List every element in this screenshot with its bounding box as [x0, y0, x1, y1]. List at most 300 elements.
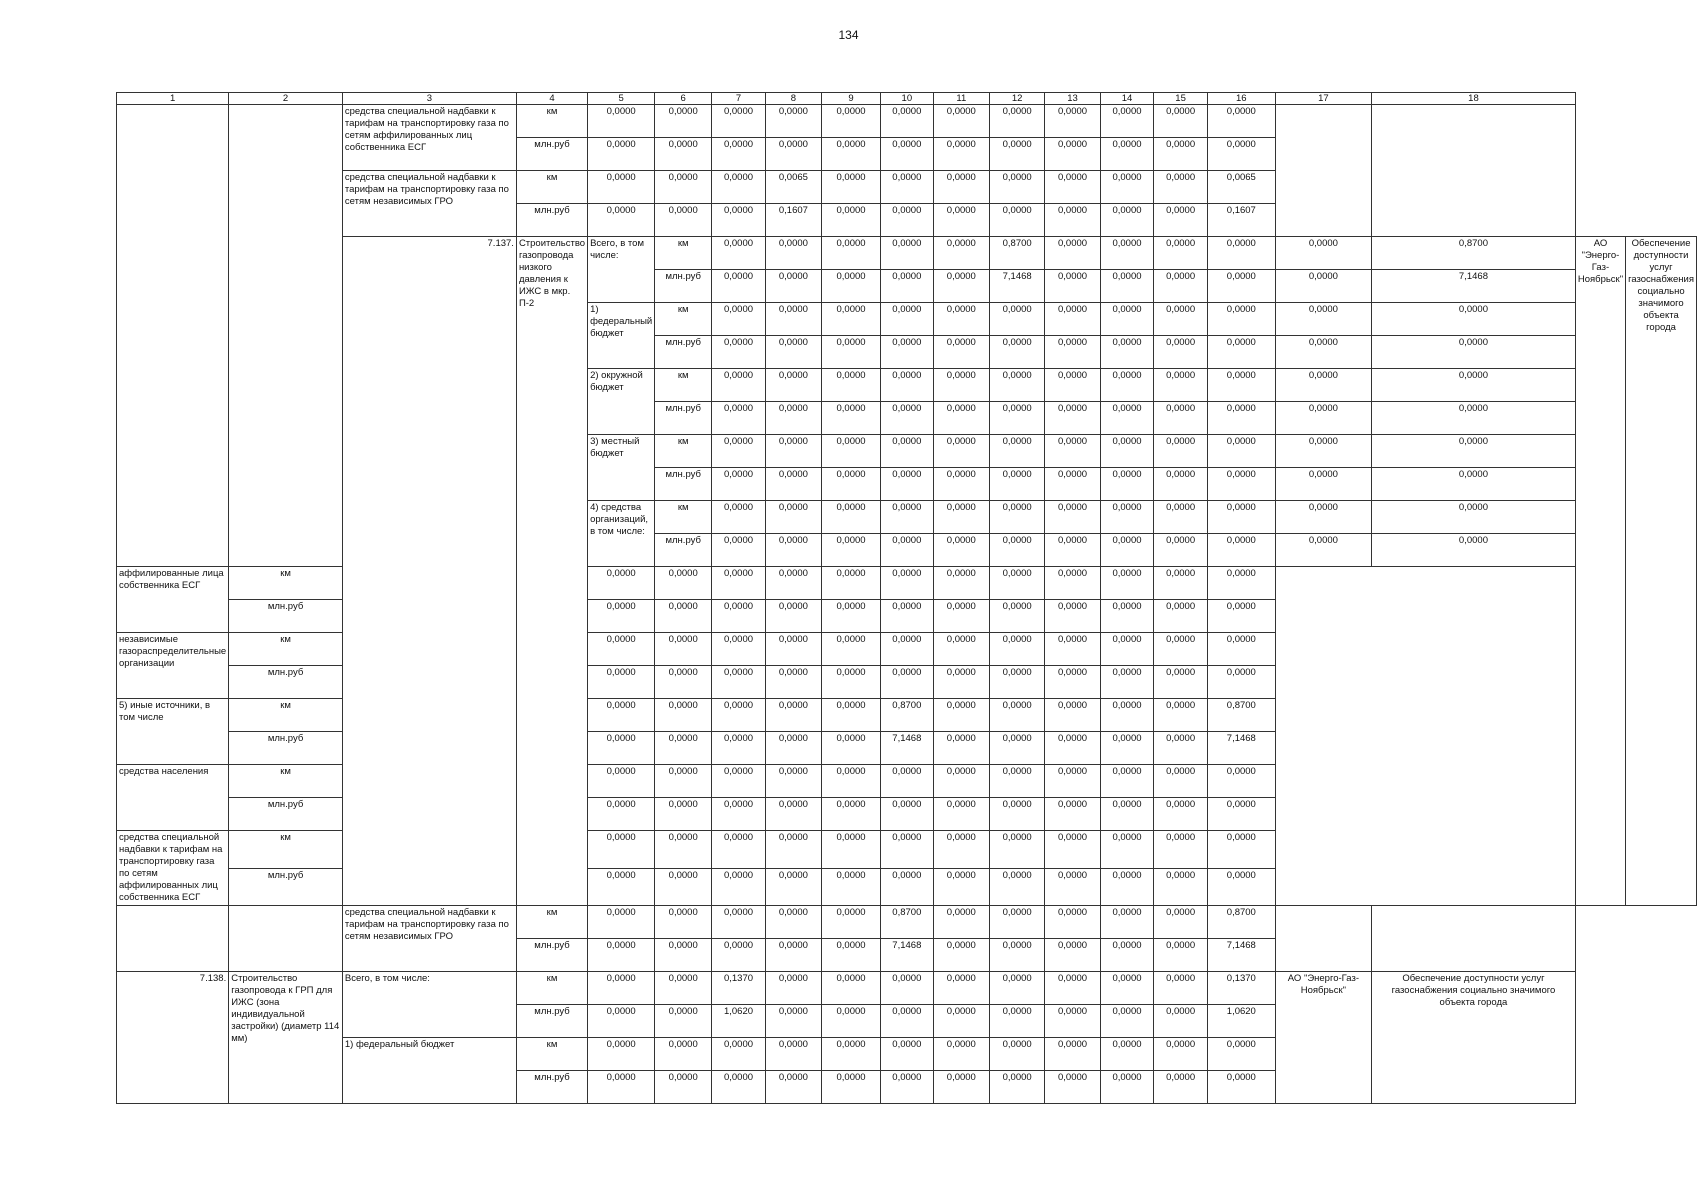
table-row — [117, 906, 1697, 939]
value-cell: 0,0000 — [933, 1005, 989, 1038]
value-cell: 0,0000 — [765, 600, 821, 633]
unit-cell: млн.руб — [229, 798, 343, 831]
unit-cell: км — [655, 303, 712, 336]
value-cell: 0,0000 — [1045, 237, 1100, 270]
value-cell: 0,0000 — [588, 666, 655, 699]
unit-cell: млн.руб — [655, 270, 712, 303]
value-cell: 0,0000 — [1045, 1038, 1100, 1071]
value-cell: 0,0000 — [1045, 468, 1100, 501]
table-body — [117, 93, 1697, 1104]
funding-source-cell: 5) иные источники, в том числе — [117, 699, 229, 765]
value-cell: 0,0000 — [765, 831, 821, 869]
value-cell: 0,0000 — [1275, 435, 1371, 468]
value-cell: 0,0000 — [712, 369, 766, 402]
value-cell: 0,0000 — [822, 171, 881, 204]
value-cell: 0,0000 — [933, 138, 989, 171]
value-cell: 0,0000 — [1207, 270, 1275, 303]
value-cell: 0,8700 — [1207, 906, 1275, 939]
value-cell: 0,0000 — [933, 567, 989, 600]
value-cell: 0,0000 — [655, 699, 712, 732]
funding-source-cell: Всего, в том числе: — [588, 237, 655, 303]
value-cell: 0,0000 — [588, 831, 655, 869]
value-cell: 0,0000 — [822, 1071, 881, 1104]
value-cell: 0,0000 — [1154, 600, 1208, 633]
value-cell: 0,0000 — [712, 666, 766, 699]
unit-cell: млн.руб — [655, 402, 712, 435]
unit-cell: км — [516, 906, 587, 939]
value-cell: 0,0000 — [1154, 567, 1208, 600]
value-cell: 0,0000 — [588, 567, 655, 600]
funding-source-cell: средства населения — [117, 765, 229, 831]
value-cell: 0,0000 — [1045, 336, 1100, 369]
value-cell: 0,0000 — [1045, 501, 1100, 534]
value-cell: 0,0000 — [1207, 501, 1275, 534]
value-cell: 0,0000 — [588, 906, 655, 939]
value-cell: 0,0000 — [765, 906, 821, 939]
purpose-cell: Обеспечение доступности услуг газоснабжения социально значимого объекта города — [1626, 237, 1697, 906]
value-cell: 0,0000 — [989, 699, 1044, 732]
value-cell: 0,0000 — [933, 765, 989, 798]
value-cell: 0,8700 — [1207, 699, 1275, 732]
unit-cell: км — [229, 699, 343, 732]
value-cell: 0,0000 — [989, 666, 1044, 699]
value-cell: 0,0000 — [1045, 105, 1100, 138]
unit-cell: млн.руб — [229, 600, 343, 633]
value-cell: 0,0000 — [822, 501, 881, 534]
value-cell: 0,0000 — [1275, 336, 1371, 369]
value-cell: 0,0000 — [712, 567, 766, 600]
value-cell: 0,0000 — [655, 906, 712, 939]
value-cell: 0,0000 — [1207, 1038, 1275, 1071]
column-number-cell: 10 — [880, 93, 933, 105]
value-cell: 0,0000 — [1100, 1038, 1154, 1071]
value-cell: 0,0000 — [822, 237, 881, 270]
value-cell: 0,0000 — [1154, 1071, 1208, 1104]
unit-cell: км — [516, 171, 587, 204]
unit-cell: млн.руб — [516, 138, 587, 171]
unit-cell: млн.руб — [229, 732, 343, 765]
value-cell: 0,0000 — [880, 600, 933, 633]
investment-program-table — [116, 92, 1697, 1104]
value-cell: 0,0000 — [765, 1038, 821, 1071]
value-cell: 0,0000 — [822, 699, 881, 732]
unit-cell: млн.руб — [516, 939, 587, 972]
value-cell: 0,0065 — [765, 171, 821, 204]
value-cell: 0,0000 — [655, 138, 712, 171]
value-cell: 0,0000 — [933, 204, 989, 237]
value-cell: 0,0000 — [1154, 868, 1208, 906]
value-cell: 0,0000 — [712, 798, 766, 831]
column-number-cell: 17 — [1275, 93, 1371, 105]
item-number-cell: 7.137. — [342, 237, 516, 906]
value-cell: 0,8700 — [989, 237, 1044, 270]
value-cell: 0,0000 — [880, 765, 933, 798]
value-cell: 0,0000 — [712, 765, 766, 798]
value-cell: 0,0000 — [822, 600, 881, 633]
value-cell: 0,8700 — [1372, 237, 1576, 270]
value-cell: 0,0000 — [1045, 699, 1100, 732]
purpose-cell — [1372, 906, 1576, 972]
unit-cell: млн.руб — [516, 1005, 587, 1038]
value-cell: 0,0000 — [1045, 939, 1100, 972]
value-cell: 0,0000 — [588, 1038, 655, 1071]
value-cell: 0,0000 — [765, 1071, 821, 1104]
value-cell: 0,0000 — [1045, 171, 1100, 204]
value-cell: 0,0000 — [933, 798, 989, 831]
value-cell: 0,0000 — [822, 435, 881, 468]
table-row — [117, 105, 1697, 138]
value-cell: 0,0000 — [1154, 105, 1208, 138]
value-cell: 0,0000 — [822, 138, 881, 171]
value-cell: 0,0000 — [880, 204, 933, 237]
funding-source-cell: аффилированные лица собственника ЕСГ — [117, 567, 229, 633]
value-cell: 0,0000 — [1045, 204, 1100, 237]
value-cell: 0,0000 — [655, 732, 712, 765]
value-cell: 0,0000 — [712, 468, 766, 501]
unit-cell: км — [655, 435, 712, 468]
value-cell: 0,0000 — [588, 699, 655, 732]
funding-source-cell: 3) местный бюджет — [588, 435, 655, 501]
value-cell: 0,0000 — [880, 868, 933, 906]
value-cell: 0,0000 — [588, 633, 655, 666]
value-cell: 0,0000 — [1207, 468, 1275, 501]
value-cell: 0,0000 — [1045, 369, 1100, 402]
value-cell: 0,0000 — [1207, 237, 1275, 270]
value-cell: 0,0000 — [933, 171, 989, 204]
value-cell: 0,0000 — [655, 171, 712, 204]
unit-cell: млн.руб — [655, 336, 712, 369]
value-cell: 0,0000 — [989, 831, 1044, 869]
value-cell: 0,0000 — [989, 402, 1044, 435]
value-cell: 0,0000 — [1100, 402, 1154, 435]
value-cell: 0,0000 — [1100, 831, 1154, 869]
value-cell: 0,0000 — [1207, 435, 1275, 468]
value-cell: 0,0000 — [655, 798, 712, 831]
value-cell: 0,0000 — [822, 1038, 881, 1071]
value-cell: 0,0000 — [822, 204, 881, 237]
funding-source-cell: средства специальной надбавки к тарифам на транспортировку газа по сетям аффилированных лиц собственника ЕСГ — [117, 831, 229, 906]
value-cell: 0,0000 — [712, 204, 766, 237]
value-cell: 0,0000 — [1154, 402, 1208, 435]
value-cell: 0,0000 — [1207, 868, 1275, 906]
value-cell: 0,0000 — [1207, 633, 1275, 666]
value-cell: 0,0000 — [1045, 732, 1100, 765]
value-cell: 0,0000 — [880, 270, 933, 303]
value-cell: 0,0000 — [989, 303, 1044, 336]
value-cell: 0,0000 — [765, 1005, 821, 1038]
value-cell: 0,0000 — [1100, 1071, 1154, 1104]
value-cell: 0,0000 — [655, 868, 712, 906]
item-number-cell — [117, 906, 229, 972]
value-cell: 0,0000 — [1372, 336, 1576, 369]
value-cell: 0,0000 — [655, 666, 712, 699]
value-cell: 0,0000 — [1372, 468, 1576, 501]
value-cell: 0,0000 — [1207, 402, 1275, 435]
value-cell: 0,0000 — [822, 1005, 881, 1038]
value-cell: 0,0000 — [655, 204, 712, 237]
value-cell: 0,0000 — [933, 435, 989, 468]
value-cell: 0,0000 — [1207, 567, 1275, 600]
value-cell: 0,0000 — [1100, 468, 1154, 501]
value-cell: 0,0000 — [765, 972, 821, 1005]
value-cell: 0,0000 — [989, 435, 1044, 468]
value-cell: 0,0000 — [588, 171, 655, 204]
organization-cell: АО "Энерго-Газ-Ноябрьск" — [1275, 972, 1371, 1104]
value-cell: 0,0000 — [1154, 798, 1208, 831]
value-cell: 0,0000 — [933, 501, 989, 534]
value-cell: 0,0000 — [1275, 468, 1371, 501]
value-cell: 0,0000 — [1154, 336, 1208, 369]
value-cell: 0,0000 — [712, 1038, 766, 1071]
value-cell: 0,1607 — [1207, 204, 1275, 237]
value-cell: 0,0000 — [1100, 939, 1154, 972]
value-cell: 0,0000 — [712, 633, 766, 666]
value-cell: 0,0000 — [712, 906, 766, 939]
value-cell: 0,0000 — [880, 534, 933, 567]
value-cell: 0,0000 — [1372, 435, 1576, 468]
value-cell: 0,0000 — [1372, 402, 1576, 435]
value-cell: 0,0000 — [880, 1071, 933, 1104]
value-cell: 0,0000 — [1154, 270, 1208, 303]
value-cell: 0,0000 — [1207, 105, 1275, 138]
value-cell: 0,0000 — [880, 972, 933, 1005]
item-number-cell: 7.138. — [117, 972, 229, 1104]
unit-cell: км — [229, 765, 343, 798]
value-cell: 0,0000 — [822, 939, 881, 972]
value-cell: 0,0000 — [765, 939, 821, 972]
purpose-cell — [1372, 105, 1576, 237]
value-cell: 0,0000 — [1100, 868, 1154, 906]
unit-cell: км — [516, 1038, 587, 1071]
value-cell: 0,0000 — [933, 831, 989, 869]
unit-cell: млн.руб — [516, 1071, 587, 1104]
value-cell: 0,0000 — [933, 939, 989, 972]
value-cell: 0,0000 — [989, 633, 1044, 666]
column-number-cell: 5 — [588, 93, 655, 105]
value-cell: 0,0000 — [1154, 972, 1208, 1005]
unit-cell: млн.руб — [655, 468, 712, 501]
value-cell: 0,8700 — [880, 906, 933, 939]
value-cell: 0,0000 — [880, 501, 933, 534]
unit-cell: млн.руб — [229, 666, 343, 699]
value-cell: 0,0000 — [1100, 534, 1154, 567]
organization-cell — [1275, 906, 1371, 972]
value-cell: 0,0000 — [1045, 303, 1100, 336]
value-cell: 0,0000 — [880, 1005, 933, 1038]
value-cell: 0,0000 — [1154, 732, 1208, 765]
value-cell: 0,0000 — [1045, 798, 1100, 831]
value-cell: 0,0000 — [655, 765, 712, 798]
value-cell: 0,0000 — [1100, 699, 1154, 732]
value-cell: 7,1468 — [1207, 939, 1275, 972]
project-name-cell — [229, 906, 343, 972]
funding-source-cell: средства специальной надбавки к тарифам на транспортировку газа по сетям аффилированных лиц собственника ЕСГ — [342, 105, 516, 171]
value-cell: 0,0000 — [1275, 270, 1371, 303]
value-cell: 0,0000 — [933, 732, 989, 765]
value-cell: 0,0000 — [822, 303, 881, 336]
column-number-cell: 2 — [229, 93, 343, 105]
value-cell: 0,0000 — [989, 138, 1044, 171]
value-cell: 0,0000 — [1154, 906, 1208, 939]
value-cell: 0,0000 — [1372, 369, 1576, 402]
unit-cell: млн.руб — [229, 868, 343, 906]
value-cell: 0,0000 — [822, 868, 881, 906]
unit-cell: млн.руб — [516, 204, 587, 237]
value-cell: 0,0000 — [1154, 699, 1208, 732]
value-cell: 0,0000 — [588, 1071, 655, 1104]
value-cell: 0,0000 — [765, 336, 821, 369]
value-cell: 0,0000 — [1100, 303, 1154, 336]
value-cell: 0,0000 — [880, 567, 933, 600]
value-cell: 0,0000 — [933, 906, 989, 939]
value-cell: 0,0000 — [933, 336, 989, 369]
column-number-row — [117, 93, 1697, 105]
value-cell: 0,0000 — [588, 798, 655, 831]
organization-cell — [1275, 105, 1371, 237]
value-cell: 0,0000 — [822, 906, 881, 939]
funding-source-cell: средства специальной надбавки к тарифам на транспортировку газа по сетям независимых ГРО — [342, 906, 516, 972]
funding-source-cell: независимые газораспределительные организации — [117, 633, 229, 699]
value-cell: 1,0620 — [712, 1005, 766, 1038]
value-cell: 0,0000 — [880, 402, 933, 435]
table-row — [117, 237, 1697, 270]
value-cell: 0,0000 — [880, 666, 933, 699]
value-cell: 0,0000 — [1045, 270, 1100, 303]
value-cell: 0,0000 — [880, 1038, 933, 1071]
value-cell: 0,0000 — [712, 868, 766, 906]
value-cell: 0,0000 — [765, 435, 821, 468]
value-cell: 0,0000 — [712, 270, 766, 303]
value-cell: 0,0000 — [1100, 204, 1154, 237]
value-cell: 0,0000 — [765, 369, 821, 402]
value-cell: 0,0000 — [1207, 369, 1275, 402]
funding-source-cell: 1) федеральный бюджет — [342, 1038, 516, 1104]
value-cell: 0,0000 — [989, 1071, 1044, 1104]
organization-cell: АО "Энерго-Газ-Ноябрьск" — [1575, 237, 1625, 906]
funding-source-cell: Всего, в том числе: — [342, 972, 516, 1038]
column-number-cell: 4 — [516, 93, 587, 105]
column-number-cell: 11 — [933, 93, 989, 105]
value-cell: 0,0000 — [1154, 1038, 1208, 1071]
value-cell: 0,0000 — [712, 105, 766, 138]
value-cell: 0,0000 — [822, 633, 881, 666]
unit-cell: км — [516, 972, 587, 1005]
value-cell: 0,0000 — [1154, 237, 1208, 270]
value-cell: 0,0000 — [712, 402, 766, 435]
value-cell: 0,0000 — [880, 633, 933, 666]
value-cell: 0,0000 — [880, 435, 933, 468]
column-number-cell: 18 — [1372, 93, 1576, 105]
value-cell: 0,0000 — [765, 237, 821, 270]
value-cell: 0,0000 — [1045, 666, 1100, 699]
value-cell: 0,0000 — [1154, 171, 1208, 204]
value-cell: 0,0000 — [989, 798, 1044, 831]
unit-cell: км — [229, 831, 343, 869]
value-cell: 0,0000 — [1207, 831, 1275, 869]
purpose-cell: Обеспечение доступности услуг газоснабжения социально значимого объекта города — [1372, 972, 1576, 1104]
value-cell: 7,1468 — [1372, 270, 1576, 303]
value-cell: 0,0000 — [1154, 633, 1208, 666]
value-cell: 0,0000 — [765, 765, 821, 798]
value-cell: 0,0000 — [765, 868, 821, 906]
value-cell: 0,0000 — [1207, 666, 1275, 699]
funding-source-cell: 2) окружной бюджет — [588, 369, 655, 435]
value-cell: 0,0000 — [1100, 171, 1154, 204]
value-cell: 0,8700 — [880, 699, 933, 732]
funding-source-cell: средства специальной надбавки к тарифам на транспортировку газа по сетям независимых ГРО — [342, 171, 516, 237]
value-cell: 0,0000 — [655, 1038, 712, 1071]
value-cell: 0,0000 — [1207, 303, 1275, 336]
funding-source-cell: 1) федеральный бюджет — [588, 303, 655, 369]
value-cell: 0,0000 — [822, 270, 881, 303]
value-cell: 0,0000 — [933, 1071, 989, 1104]
value-cell: 0,0000 — [1154, 831, 1208, 869]
value-cell: 0,0065 — [1207, 171, 1275, 204]
value-cell: 0,0000 — [822, 369, 881, 402]
value-cell: 0,0000 — [1154, 501, 1208, 534]
value-cell: 0,0000 — [1154, 666, 1208, 699]
value-cell: 0,0000 — [1154, 765, 1208, 798]
value-cell: 0,0000 — [933, 972, 989, 1005]
value-cell: 0,0000 — [712, 237, 766, 270]
value-cell: 0,0000 — [1100, 1005, 1154, 1038]
value-cell: 0,0000 — [822, 798, 881, 831]
value-cell: 0,0000 — [1207, 765, 1275, 798]
project-name-cell: Строительство газопровода к ГРП для ИЖС (зона индивидуальной застройки) (диаметр 114 мм) — [229, 972, 343, 1104]
value-cell: 0,0000 — [1275, 402, 1371, 435]
value-cell: 0,0000 — [1154, 303, 1208, 336]
column-number-cell: 3 — [342, 93, 516, 105]
value-cell: 0,0000 — [1154, 468, 1208, 501]
value-cell: 0,0000 — [765, 666, 821, 699]
value-cell: 0,0000 — [933, 237, 989, 270]
value-cell: 0,0000 — [1045, 831, 1100, 869]
value-cell: 0,0000 — [1100, 798, 1154, 831]
value-cell: 0,0000 — [822, 567, 881, 600]
value-cell: 0,0000 — [655, 972, 712, 1005]
value-cell: 0,0000 — [655, 831, 712, 869]
value-cell: 0,0000 — [1045, 972, 1100, 1005]
value-cell: 0,0000 — [1207, 600, 1275, 633]
value-cell: 0,0000 — [712, 138, 766, 171]
value-cell: 0,0000 — [1100, 435, 1154, 468]
value-cell: 0,0000 — [1207, 336, 1275, 369]
column-number-cell: 6 — [655, 93, 712, 105]
value-cell: 0,0000 — [1100, 270, 1154, 303]
project-name-cell: Строительство газопровода низкого давления к ИЖС в мкр. П-2 — [516, 237, 587, 906]
value-cell: 0,0000 — [1100, 237, 1154, 270]
value-cell: 0,0000 — [712, 1071, 766, 1104]
value-cell: 0,0000 — [880, 798, 933, 831]
value-cell: 0,0000 — [1275, 303, 1371, 336]
value-cell: 0,0000 — [1154, 939, 1208, 972]
value-cell: 0,0000 — [1100, 972, 1154, 1005]
value-cell: 0,0000 — [822, 666, 881, 699]
value-cell: 0,0000 — [765, 798, 821, 831]
value-cell: 0,0000 — [1154, 1005, 1208, 1038]
page-number: 134 — [838, 28, 859, 42]
value-cell: 0,0000 — [765, 138, 821, 171]
value-cell: 7,1468 — [880, 732, 933, 765]
value-cell: 0,0000 — [822, 972, 881, 1005]
value-cell: 0,0000 — [765, 402, 821, 435]
value-cell: 0,0000 — [712, 600, 766, 633]
value-cell: 0,0000 — [655, 600, 712, 633]
value-cell: 0,0000 — [588, 600, 655, 633]
value-cell: 0,0000 — [588, 972, 655, 1005]
value-cell: 0,0000 — [1275, 369, 1371, 402]
value-cell: 0,0000 — [933, 600, 989, 633]
